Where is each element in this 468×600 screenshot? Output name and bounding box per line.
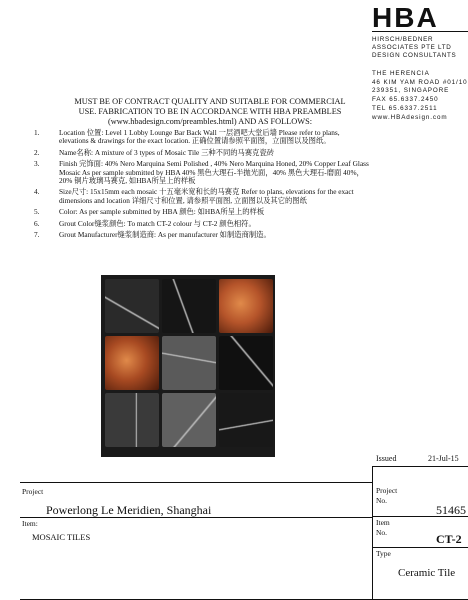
item-no-label: Item [376, 518, 390, 527]
issued-date: 21-Jul-15 [428, 454, 459, 463]
address-line: FAX 65.6337.2450 [372, 96, 439, 104]
item-no-label-no: No. [376, 528, 388, 537]
preamble-line: MUST BE OF CONTRACT QUALITY AND SUITABLE FOR COMMERCIAL [74, 97, 346, 106]
mosaic-tile-marble [162, 393, 216, 447]
project-no-label-no: No. [376, 496, 388, 505]
logo-divider [372, 31, 468, 32]
project-no-label: Project [376, 486, 398, 495]
address-line: 46 KIM YAM ROAD #01/10 [372, 78, 468, 86]
project-label: Project [22, 487, 44, 496]
spec-list [34, 129, 370, 242]
spec-number: 6. [34, 218, 40, 228]
preamble-line: USE. FABRICATION TO BE IN ACCORDANCE WITH HBA PREAMBLES [78, 107, 342, 116]
mosaic-tile-marble [105, 279, 159, 333]
spec-text: Finish 完饰面: 40% Nero Marquina Semi Polished , 40% Nero Marquina Honed, 20% Copper Leaf Glass Mosaic As per sample submitted by HBA 40% 黑色大理石-半抛光面，40% 黑色大理石-磨面 40%，20% 铜片玻璃马赛克, 如HBA所呈上的样板 [59, 159, 369, 186]
table-column-divider [372, 466, 373, 600]
item-value: MOSAIC TILES [32, 532, 91, 542]
spec-item-grout-manufacturer [34, 231, 370, 239]
project-number: 51465 [436, 503, 466, 517]
spec-text: Size尺寸: 15x15mm each mosaic 十五毫米宽和长的马赛克 Refer to plans, elevations for the exact dimensions and location 详细尺寸和位置, 请参照平面图, 立面图以及其它的图纸 [59, 187, 354, 205]
address-line: THE HERENCIA [372, 70, 430, 77]
hba-logo: HBA [372, 2, 439, 33]
spec-text: Location 位置: Level 1 Lobby Lounge Bar Back Wall 一层酒吧大堂后墙 Please refer to plans, elevations & drawings for the exact location. 正确位置请参照平面图，立面图以及图纸。 [59, 128, 340, 146]
mosaic-tile-copper [105, 336, 159, 390]
address-line: 239351, SINGAPORE [372, 87, 450, 95]
spec-number: 2. [34, 147, 40, 157]
mosaic-tile-marble [219, 336, 273, 390]
preamble [62, 97, 358, 127]
spec-text: Grout Color缝浆颜色: To match CT-2 colour 与 CT-2 颜色相符。 [59, 218, 256, 228]
preamble-link-line: (www.hbadesign.com/preambles.html) AND AS FOLLOWS: [107, 117, 313, 126]
firm-line: ASSOCIATES PTE LTD [372, 44, 452, 51]
firm-name [372, 36, 468, 60]
mosaic-tile-copper [219, 279, 273, 333]
spec-text: Grout Manufacturer缝浆制造商: As per manufacturer 如制造商制造。 [59, 230, 271, 240]
firm-line: HIRSCH/BEDNER [372, 36, 434, 43]
spec-number: 7. [34, 230, 40, 240]
table-right-top-rule [372, 466, 468, 467]
issued-label: Issued [376, 454, 397, 463]
mosaic-tile-marble [105, 393, 159, 447]
item-number: CT-2 [436, 532, 462, 546]
item-label: Item: [22, 519, 38, 528]
spec-item-grout-color [34, 220, 370, 228]
spec-item-name [34, 149, 370, 157]
spec-number: 5. [34, 207, 40, 217]
spec-text: Name名称: A mixture of 3 types of Mosaic Tile 三种不同的马赛克瓷砖 [59, 147, 275, 157]
spec-item-location [34, 129, 370, 146]
table-top-rule [20, 482, 372, 483]
firm-line: DESIGN CONSULTANTS [372, 52, 457, 59]
spec-text: Color: As per sample submitted by HBA 颜色: 如HBA所呈上的样板 [59, 207, 265, 217]
spec-number: 1. [34, 128, 40, 137]
spec-item-color [34, 208, 370, 216]
mosaic-sample-photo [101, 275, 275, 457]
mosaic-tile-marble [162, 336, 216, 390]
spec-number: 4. [34, 187, 40, 197]
spec-item-finish [34, 160, 370, 185]
spec-number: 3. [34, 159, 40, 169]
address-line: TEL 65.6337.2511 [372, 104, 438, 112]
type-value: Ceramic Tile [398, 567, 456, 579]
address-line: www.HBAdesign.com [372, 113, 448, 121]
firm-address [372, 70, 468, 122]
item-no-rule [372, 547, 468, 548]
type-label: Type [376, 549, 391, 558]
mosaic-tile-marble [162, 279, 216, 333]
project-name: Powerlong Le Meridien, Shanghai [46, 503, 212, 517]
spec-item-size [34, 188, 370, 205]
mosaic-tile-marble [219, 393, 273, 447]
